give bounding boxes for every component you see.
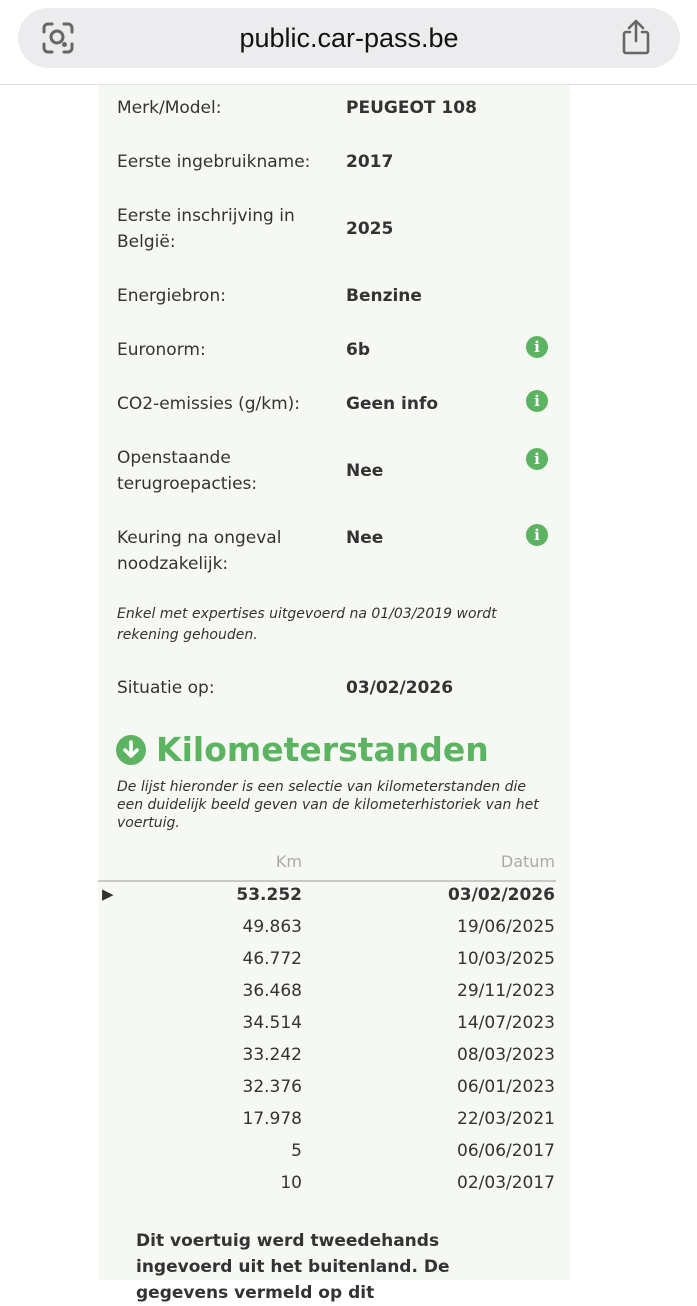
spec-label-euronorm: Euronorm: <box>117 340 206 360</box>
address-bar[interactable] <box>18 8 680 68</box>
info-icon[interactable]: i <box>526 336 548 358</box>
table-row-date: 08/03/2023 <box>457 1045 555 1065</box>
column-header-date: Datum <box>500 852 555 871</box>
odometer-description: De lijst hieronder is een selectie van kilometerstanden die een duidelijk beeld geven van de kilometerhistoriek van het voertuig. <box>117 779 539 831</box>
arrow-down-circle-icon <box>116 735 146 765</box>
url-text[interactable]: public.car-pass.be <box>239 23 459 53</box>
table-row-km: 36.468 <box>242 981 302 1001</box>
table-row-date: 10/03/2025 <box>457 949 555 969</box>
share-icon[interactable] <box>620 18 652 56</box>
spec-value-inspection: Nee <box>346 528 384 548</box>
table-row-km: 32.376 <box>242 1077 302 1097</box>
spec-value-recalls: Nee <box>346 461 384 481</box>
odometer-title: Kilometerstanden <box>156 730 489 769</box>
spec-value-first-registration: 2025 <box>346 219 394 239</box>
table-row-km: 10 <box>280 1173 302 1193</box>
spec-label-inspection: Keuring na ongeval noodzakelijk: <box>117 528 282 574</box>
spec-label-first-use: Eerste ingebruikname: <box>117 152 311 172</box>
spec-value-first-use: 2017 <box>346 152 394 172</box>
browser-toolbar <box>0 0 697 85</box>
spec-label-fuel: Energiebron: <box>117 286 226 306</box>
info-icon[interactable]: i <box>526 390 548 412</box>
table-row-km: 5 <box>291 1141 302 1161</box>
table-row-date: 06/06/2017 <box>457 1141 555 1161</box>
lens-icon[interactable] <box>40 20 76 56</box>
table-row-date: 19/06/2025 <box>457 917 555 937</box>
spec-value-euronorm: 6b <box>346 340 370 360</box>
table-row-date: 29/11/2023 <box>457 981 555 1001</box>
row-pointer-icon: ▶ <box>102 885 114 903</box>
spec-label-co2: CO2-emissies (g/km): <box>117 394 301 414</box>
table-row-km: 33.242 <box>242 1045 302 1065</box>
table-row-km: 34.514 <box>242 1013 302 1033</box>
table-row-date: 22/03/2021 <box>457 1109 555 1129</box>
table-divider <box>98 880 556 882</box>
table-row-date: 03/02/2026 <box>447 885 555 905</box>
spec-value-co2: Geen info <box>346 394 439 414</box>
column-header-km: Km <box>275 852 302 871</box>
import-notice: Dit voertuig werd tweedehands ingevoerd uit het buitenland. De gegevens vermeld op dit <box>136 1231 450 1303</box>
expertise-note: Enkel met expertises uitgevoerd na 01/03/2019 wordt rekening gehouden. <box>117 606 497 643</box>
table-row-date: 06/01/2023 <box>457 1077 555 1097</box>
info-icon[interactable]: i <box>526 448 548 470</box>
situation-value: 03/02/2026 <box>346 678 454 698</box>
table-row-date: 02/03/2017 <box>457 1173 555 1193</box>
table-row-km: 53.252 <box>236 885 302 905</box>
spec-value-brand: PEUGEOT 108 <box>346 98 477 118</box>
spec-label-first-registration: Eerste inschrijving in België: <box>117 206 295 252</box>
table-row-km: 46.772 <box>242 949 302 969</box>
table-row-date: 14/07/2023 <box>457 1013 555 1033</box>
situation-label: Situatie op: <box>117 678 215 698</box>
spec-value-fuel: Benzine <box>346 286 422 306</box>
spec-label-brand: Merk/Model: <box>117 98 222 118</box>
table-row-km: 17.978 <box>242 1109 302 1129</box>
spec-label-recalls: Openstaande terugroepacties: <box>117 448 258 494</box>
info-icon[interactable]: i <box>526 524 548 546</box>
odometer-heading <box>116 728 489 772</box>
table-row-km: 49.863 <box>242 917 302 937</box>
